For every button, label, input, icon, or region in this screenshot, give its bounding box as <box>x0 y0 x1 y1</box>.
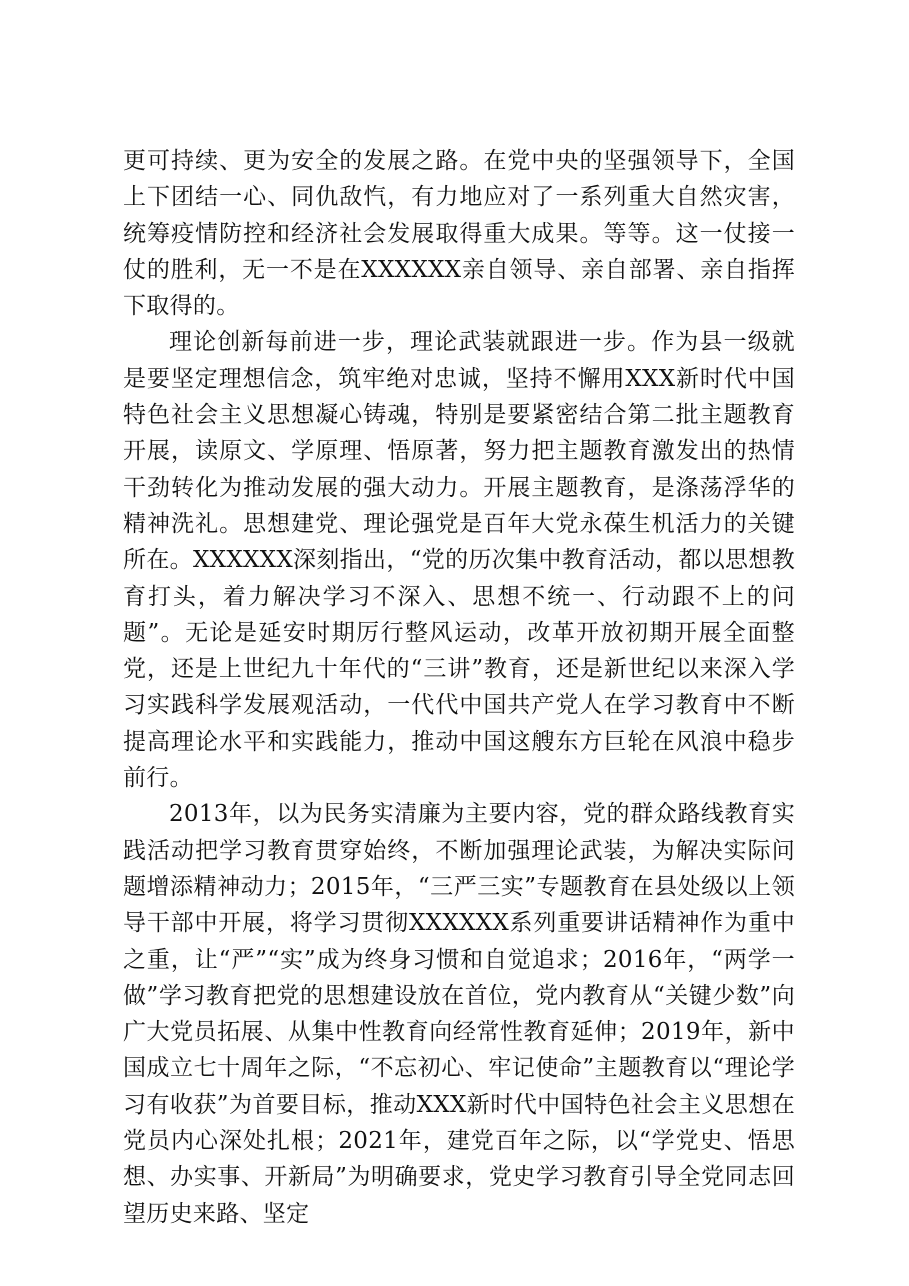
document-page <box>123 143 795 1232</box>
paragraph-3: 2013年，以为民务实清廉为主要内容，党的群众路线教育实践活动把学习教育贯穿始终，不断加强理论武装，为解决实际问题增添精神动力；2015年，“三严三实”专题教育在县处级以上领导干部中开展，将学习贯彻XXXXXX系列重要讲话精神作为重中之重，让“严”“实”成为终身习惯和自觉追求；2016年，“两学一做”学习教育把党的思想建设放在首位，党内教育从“关键少数”向广大党员拓展、从集中性教育向经常性教育延伸；2019年，新中国成立七十周年之际，“不忘初心、牢记使命”主题教育以“理论学习有收获”为首要目标，推动XXX新时代中国特色社会主义思想在党员内心深处扎根；2021年，建党百年之际，以“学党史、悟思想、办实事、开新局”为明确要求，党史学习教育引导全党同志回望历史来路、坚定 <box>123 801 795 1227</box>
paragraph-2: 理论创新每前进一步，理论武装就跟进一步。作为县一级就是要坚定理想信念，筑牢绝对忠诚，坚持不懈用XXX新时代中国特色社会主义思想凝心铸魂，特别是要紧密结合第二批主题教育开展，读原文、学原理、悟原著，努力把主题教育激发出的热情干劲转化为推动发展的强大动力。开展主题教育，是涤荡浮华的精神洗礼。思想建党、理论强党是百年大党永葆生机活力的关键所在。XXXXXX深刻指出，“党的历次集中教育活动，都以思想教育打头，着力解决学习不深入、思想不统一、行动跟不上的问题”。无论是延安时期厉行整风运动，改革开放初期开展全面整党，还是上世纪九十年代的“三讲”教育，还是新世纪以来深入学习实践科学发展观活动，一代代中国共产党人在学习教育中不断提高理论水平和实践能力，推动中国这艘东方巨轮在风浪中稳步前行。 <box>123 329 795 792</box>
paragraph-1: 更可持续、更为安全的发展之路。在党中央的坚强领导下，全国上下团结一心、同仇敌忾，有力地应对了一系列重大自然灾害，统筹疫情防控和经济社会发展取得重大成果。等等。这一仗接一仗的胜利，无一不是在XXXXXX亲自领导、亲自部署、亲自指挥下取得的。 <box>123 148 795 320</box>
